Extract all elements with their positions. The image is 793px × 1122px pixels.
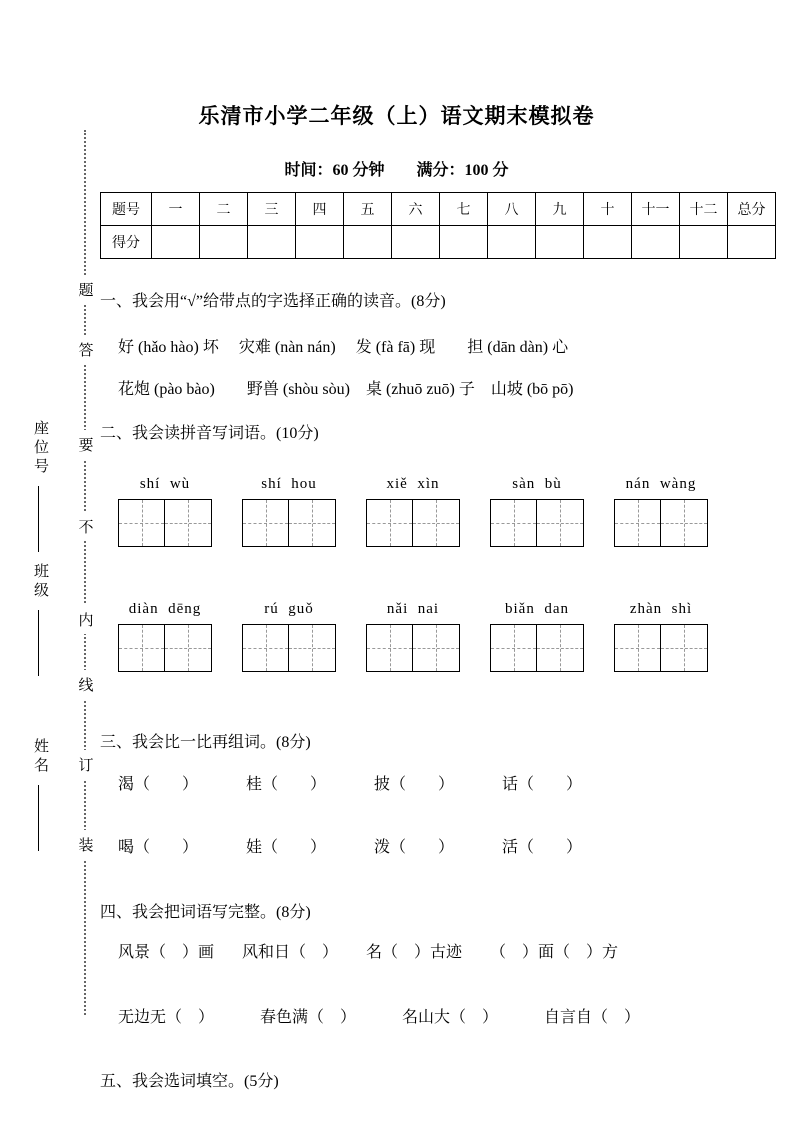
- pinyin-word-group: [366, 476, 460, 547]
- writing-cell: [537, 499, 584, 547]
- phrase-item: 无边无（ ）: [118, 1009, 215, 1026]
- pinyin-text: biǎn dan: [505, 601, 569, 617]
- section3-heading: 三、我会比一比再组词。(8分): [100, 734, 311, 751]
- column-header: 十二: [680, 193, 728, 226]
- score-empty-cell: [536, 226, 584, 259]
- column-header: 十一: [632, 193, 680, 226]
- phrase-row-1: [118, 939, 618, 962]
- pinyin-word-group: [118, 601, 212, 672]
- writing-cell: [165, 624, 212, 672]
- writing-cell: [413, 624, 460, 672]
- score-empty-cell: [680, 226, 728, 259]
- writing-box: [118, 499, 212, 547]
- pinyin-text: diàn dēng: [128, 601, 202, 617]
- column-header: 一: [152, 193, 200, 226]
- binding-char: 内: [77, 605, 95, 634]
- exam-time-score-info: 时间：60 分钟 满分：100 分: [284, 162, 509, 179]
- zuci-item: 活（ ）: [502, 839, 583, 856]
- writing-box: [490, 499, 584, 547]
- name-blank: [38, 785, 39, 851]
- writing-cell: [537, 624, 584, 672]
- writing-box: [366, 624, 460, 672]
- column-header: 七: [440, 193, 488, 226]
- binding-char: 不: [77, 512, 95, 541]
- zuci-row-1: [118, 771, 582, 794]
- phrase-item: 风景（ ）画: [118, 944, 215, 961]
- writing-box: [614, 624, 708, 672]
- phrase-item: 名（ ）古迹: [366, 944, 463, 961]
- writing-cell: [242, 624, 289, 672]
- column-header: 五: [344, 193, 392, 226]
- score-empty-cell: [632, 226, 680, 259]
- score-empty-cell: [488, 226, 536, 259]
- writing-cell: [118, 624, 165, 672]
- pinyin-text: rú guǒ: [264, 601, 314, 617]
- zuci-item: 渴（ ）: [118, 776, 199, 793]
- pinyin-text: sàn bù: [512, 476, 562, 492]
- score-empty-cell: [728, 226, 776, 259]
- writing-cell: [366, 624, 413, 672]
- column-header: 二: [200, 193, 248, 226]
- zuci-item: 娃（ ）: [246, 839, 327, 856]
- score-table: [100, 192, 776, 259]
- column-header: 四: [296, 193, 344, 226]
- column-header: 八: [488, 193, 536, 226]
- binding-char: 装: [77, 830, 95, 859]
- phrase-row-2: [118, 1004, 640, 1027]
- writing-cell: [490, 624, 537, 672]
- zuci-item: 喝（ ）: [118, 839, 199, 856]
- binding-char: 线: [77, 670, 95, 699]
- score-empty-cell: [584, 226, 632, 259]
- column-header: 总分: [728, 193, 776, 226]
- writing-cell: [118, 499, 165, 547]
- zuci-item: 话（ ）: [502, 776, 583, 793]
- pinyin-word-group: [614, 476, 708, 547]
- zuci-item: 泼（ ）: [374, 839, 455, 856]
- binding-char: 题: [77, 275, 95, 304]
- binding-char: 要: [77, 430, 95, 459]
- score-empty-cell: [440, 226, 488, 259]
- writing-cell: [289, 624, 336, 672]
- writing-cell: [366, 499, 413, 547]
- writing-box: [242, 499, 336, 547]
- pinyin-word-group: [242, 476, 336, 547]
- pinyin-word-group: [366, 601, 460, 672]
- phrase-item: 自言自（ ）: [544, 1009, 641, 1026]
- writing-box: [490, 624, 584, 672]
- binding-char: 答: [77, 335, 95, 364]
- pinyin-word-group: [118, 476, 212, 547]
- seat-number-label: 座位号: [32, 420, 48, 477]
- pinyin-text: shí wù: [139, 476, 191, 492]
- question-number-label: 题号: [101, 193, 152, 226]
- zuci-item: 桂（ ）: [246, 776, 327, 793]
- writing-box: [366, 499, 460, 547]
- writing-cell: [289, 499, 336, 547]
- section4-heading: 四、我会把词语写完整。(8分): [100, 904, 311, 921]
- section1-line1: 好 (hǎo hào) 坏 灾难 (nàn nán) 发 (fà fā) 现 担 (dān dàn) 心: [118, 339, 569, 356]
- class-blank: [38, 610, 39, 676]
- writing-cell: [661, 499, 708, 547]
- pinyin-text: xiě xìn: [386, 476, 440, 492]
- score-table-header-row: [101, 193, 776, 226]
- phrase-item: （ ）面（ ）方: [490, 944, 619, 961]
- section1-line2: 花炮 (pào bào) 野兽 (shòu sòu) 桌 (zhuō zuō) 子 山坡 (bō pō): [118, 381, 574, 398]
- name-label: 姓名: [32, 738, 48, 776]
- writing-cell: [490, 499, 537, 547]
- writing-box: [118, 624, 212, 672]
- writing-cell: [614, 624, 661, 672]
- binding-dotted-line: [84, 130, 86, 1015]
- phrase-item: 春色满（ ）: [260, 1009, 357, 1026]
- score-empty-cell: [200, 226, 248, 259]
- column-header: 六: [392, 193, 440, 226]
- score-table-score-row: [101, 226, 776, 259]
- score-empty-cell: [296, 226, 344, 259]
- section5-heading: 五、我会选词填空。(5分): [100, 1073, 279, 1090]
- writing-cell: [661, 624, 708, 672]
- writing-box: [614, 499, 708, 547]
- score-empty-cell: [392, 226, 440, 259]
- writing-cell: [614, 499, 661, 547]
- pinyin-word-group: [490, 601, 584, 672]
- phrase-item: 名山大（ ）: [402, 1009, 499, 1026]
- zuci-item: 披（ ）: [374, 776, 455, 793]
- column-header: 三: [248, 193, 296, 226]
- class-label: 班级: [32, 563, 48, 601]
- score-empty-cell: [248, 226, 296, 259]
- writing-cell: [165, 499, 212, 547]
- phrase-item: 风和日（ ）: [242, 944, 339, 961]
- column-header: 九: [536, 193, 584, 226]
- pinyin-text: shí hou: [261, 476, 317, 492]
- pinyin-text: nǎi nai: [386, 601, 440, 617]
- pinyin-row-1: [118, 476, 708, 547]
- score-empty-cell: [152, 226, 200, 259]
- score-empty-cell: [344, 226, 392, 259]
- pinyin-word-group: [242, 601, 336, 672]
- section1-heading: 一、我会用“√”给带点的字选择正确的读音。(8分): [100, 293, 446, 310]
- writing-cell: [413, 499, 460, 547]
- page-title: 乐清市小学二年级（上）语文期末模拟卷: [198, 104, 595, 128]
- pinyin-row-2: [118, 601, 708, 672]
- column-header: 十: [584, 193, 632, 226]
- pinyin-text: zhàn shì: [629, 601, 693, 617]
- writing-cell: [242, 499, 289, 547]
- pinyin-word-group: [490, 476, 584, 547]
- seat-number-blank: [38, 486, 39, 552]
- zuci-row-2: [118, 834, 582, 857]
- binding-char: 订: [77, 750, 95, 779]
- pinyin-text: nán wàng: [625, 476, 697, 492]
- writing-box: [242, 624, 336, 672]
- section2-heading: 二、我会读拼音写词语。(10分): [100, 425, 319, 442]
- score-label: 得分: [101, 226, 152, 259]
- pinyin-word-group: [614, 601, 708, 672]
